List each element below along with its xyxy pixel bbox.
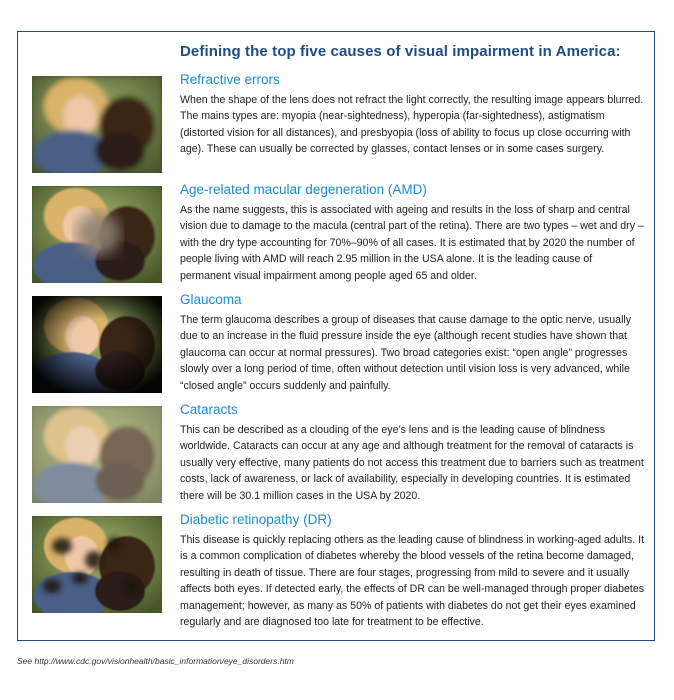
cataracts-photo — [32, 406, 162, 503]
diabetic-retinopathy-photo — [32, 516, 162, 613]
section-heading: Cataracts — [180, 402, 238, 417]
section-glaucoma — [32, 292, 644, 397]
section-refractive-errors — [32, 72, 644, 177]
source-footnote: See http://www.cdc.gov/visionhealth/basic_information/eye_disorders.htm — [17, 656, 294, 666]
section-heading: Glaucoma — [180, 292, 242, 307]
section-body: This disease is quickly replacing others as the leading cause of blindness in working-aged adults. It is a common complication of diabetes whereby the blood vessels of the retina become damaged, resulting in death of tissue. There are four stages, progressing from mild to severe and it usually affects both eyes. If detected early, the effects of DR can be well-managed through proper diabetes management; however, as many as 50% of patients with diabetes do not get their eyes examined regularly and are diagnosed too late for treatment to be effective. — [180, 534, 645, 629]
section-heading: Diabetic retinopathy (DR) — [180, 512, 332, 527]
section-body: As the name suggests, this is associated with ageing and results in the loss of sharp and central vision due to damage to the macula (central part of the retina). There are two types – wet and dry – with the dry type accounting for 70%–90% of all cases. It is estimated that by 2020 the number of people living with AMD will reach 2.95 million in the USA alone. It is the leading cause of permanent visual impairment among people aged 65 and older. — [180, 204, 644, 282]
section-heading: Refractive errors — [180, 72, 280, 87]
refractive-errors-photo — [32, 76, 162, 173]
section-diabetic-retinopathy — [32, 512, 644, 632]
section-body: The term glaucoma describes a group of diseases that cause damage to the optic nerve, usually due to an increase in the fluid pressure inside the eye (although recent studies have shown that glaucoma can occur at normal pressures). Two broad categories exist: “open angle” progresses slowly over a long period of time, often without detection until vision loss is very advanced, while “closed angle” occurs suddenly and painfully. — [180, 314, 632, 392]
glaucoma-photo — [32, 296, 162, 393]
section-amd — [32, 182, 644, 287]
section-body: This can be described as a clouding of the eye’s lens and is the leading cause of blindness worldwide. Cataracts can occur at any age and although treatment for the removal of cataracts is usually very effective, many patients do not access this treatment due to barriers such as treatment costs, lack of awareness, or lack of availability, especially in developing countries. It is estimated there will be 30.1 million cases in the USA by 2020. — [180, 424, 644, 502]
section-heading: Age-related macular degeneration (AMD) — [180, 182, 427, 197]
page-title: Defining the top five causes of visual impairment in America: — [180, 43, 621, 60]
section-body: When the shape of the lens does not refract the light correctly, the resulting image appears blurred. The mains types are: myopia (near-sightedness), hyperopia (far-sightedness), astigmatism (distorted vision for all distances), and presbyopia (loss of ability to focus up close occurring with age). These can usually be corrected by glasses, contact lenses or in some cases surgery. — [180, 94, 644, 156]
section-cataracts — [32, 402, 644, 507]
amd-photo — [32, 186, 162, 283]
